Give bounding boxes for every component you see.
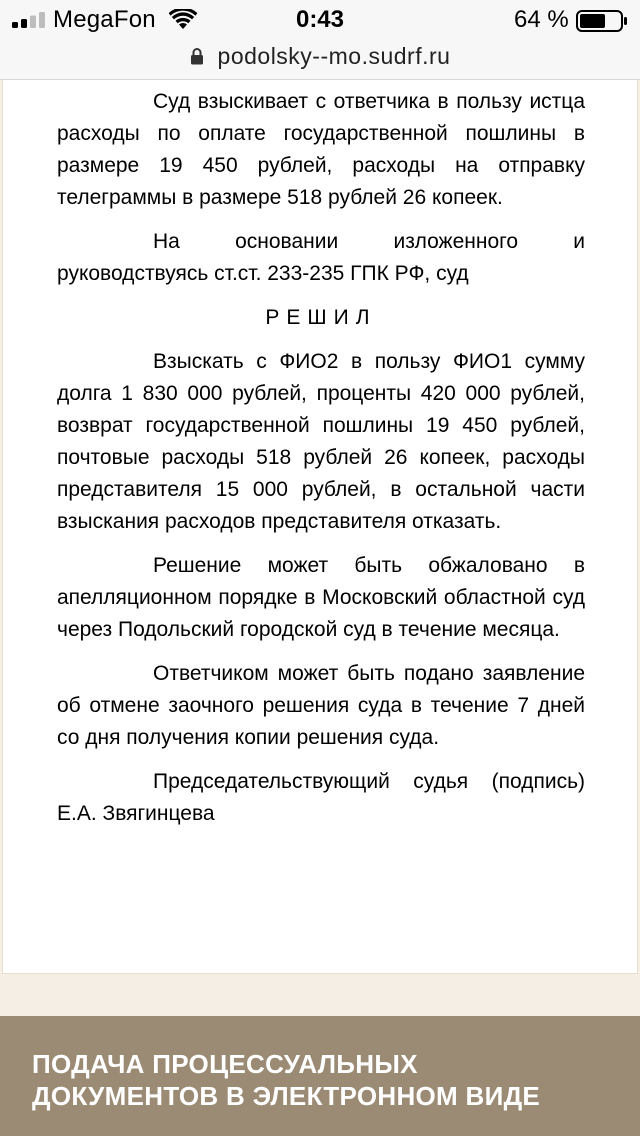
address-bar[interactable] <box>0 40 640 72</box>
clock: 0:43 <box>295 6 345 33</box>
paragraph-recovery: Взыскать с ФИО2 в пользу ФИО1 сумму долга 1 830 000 рублей, проценты 420 000 рублей, возврат государственной пошлины 19 450 рублей, почтовые расходы 518 рублей 26 копеек, расходы представителя 15 000 рублей, в остальной части взыскания расходов представителя отказать. <box>57 350 585 533</box>
banner-line-1: ПОДАЧА ПРОЦЕССУАЛЬНЫХ <box>32 1049 418 1079</box>
document-panel <box>2 80 638 974</box>
paragraph-signature: Председательствующий судья (подпись) Е.А. Звягинцева <box>57 770 585 825</box>
lock-icon <box>190 47 204 65</box>
paragraph-cancellation: Ответчиком может быть подано заявление об отмене заочного решения суда в течение 7 дней со дня получения копии решения суда. <box>57 662 585 749</box>
decision-heading: РЕШИЛ <box>265 306 377 329</box>
battery-percent: 64 % <box>514 6 569 33</box>
browser-chrome <box>0 0 640 80</box>
document-body <box>57 86 585 842</box>
paragraph-appeal: Решение может быть обжаловано в апелляционном порядке в Московский областной суд через Подольский городской суд в течение месяца. <box>57 554 585 641</box>
e-filing-banner[interactable] <box>0 1016 640 1136</box>
paragraph-costs: Суд взыскивает с ответчика в пользу истца расходы по оплате государственной пошлины в размере 19 450 рублей, расходы на отправку телеграммы в размере 518 рублей 26 копеек. <box>57 90 585 209</box>
url-text[interactable]: podolsky--mo.sudrf.ru <box>217 42 451 69</box>
banner-line-2: ДОКУМЕНТОВ В ЭЛЕКТРОННОМ ВИДЕ <box>32 1081 541 1111</box>
battery-icon <box>576 10 628 32</box>
status-bar <box>0 0 640 40</box>
banner-text[interactable] <box>32 1048 622 1112</box>
carrier-name: MegaFon <box>53 6 156 33</box>
paragraph-grounds: На основании изложенного и руководствуясь ст.ст. 233-235 ГПК РФ, суд <box>57 230 585 285</box>
